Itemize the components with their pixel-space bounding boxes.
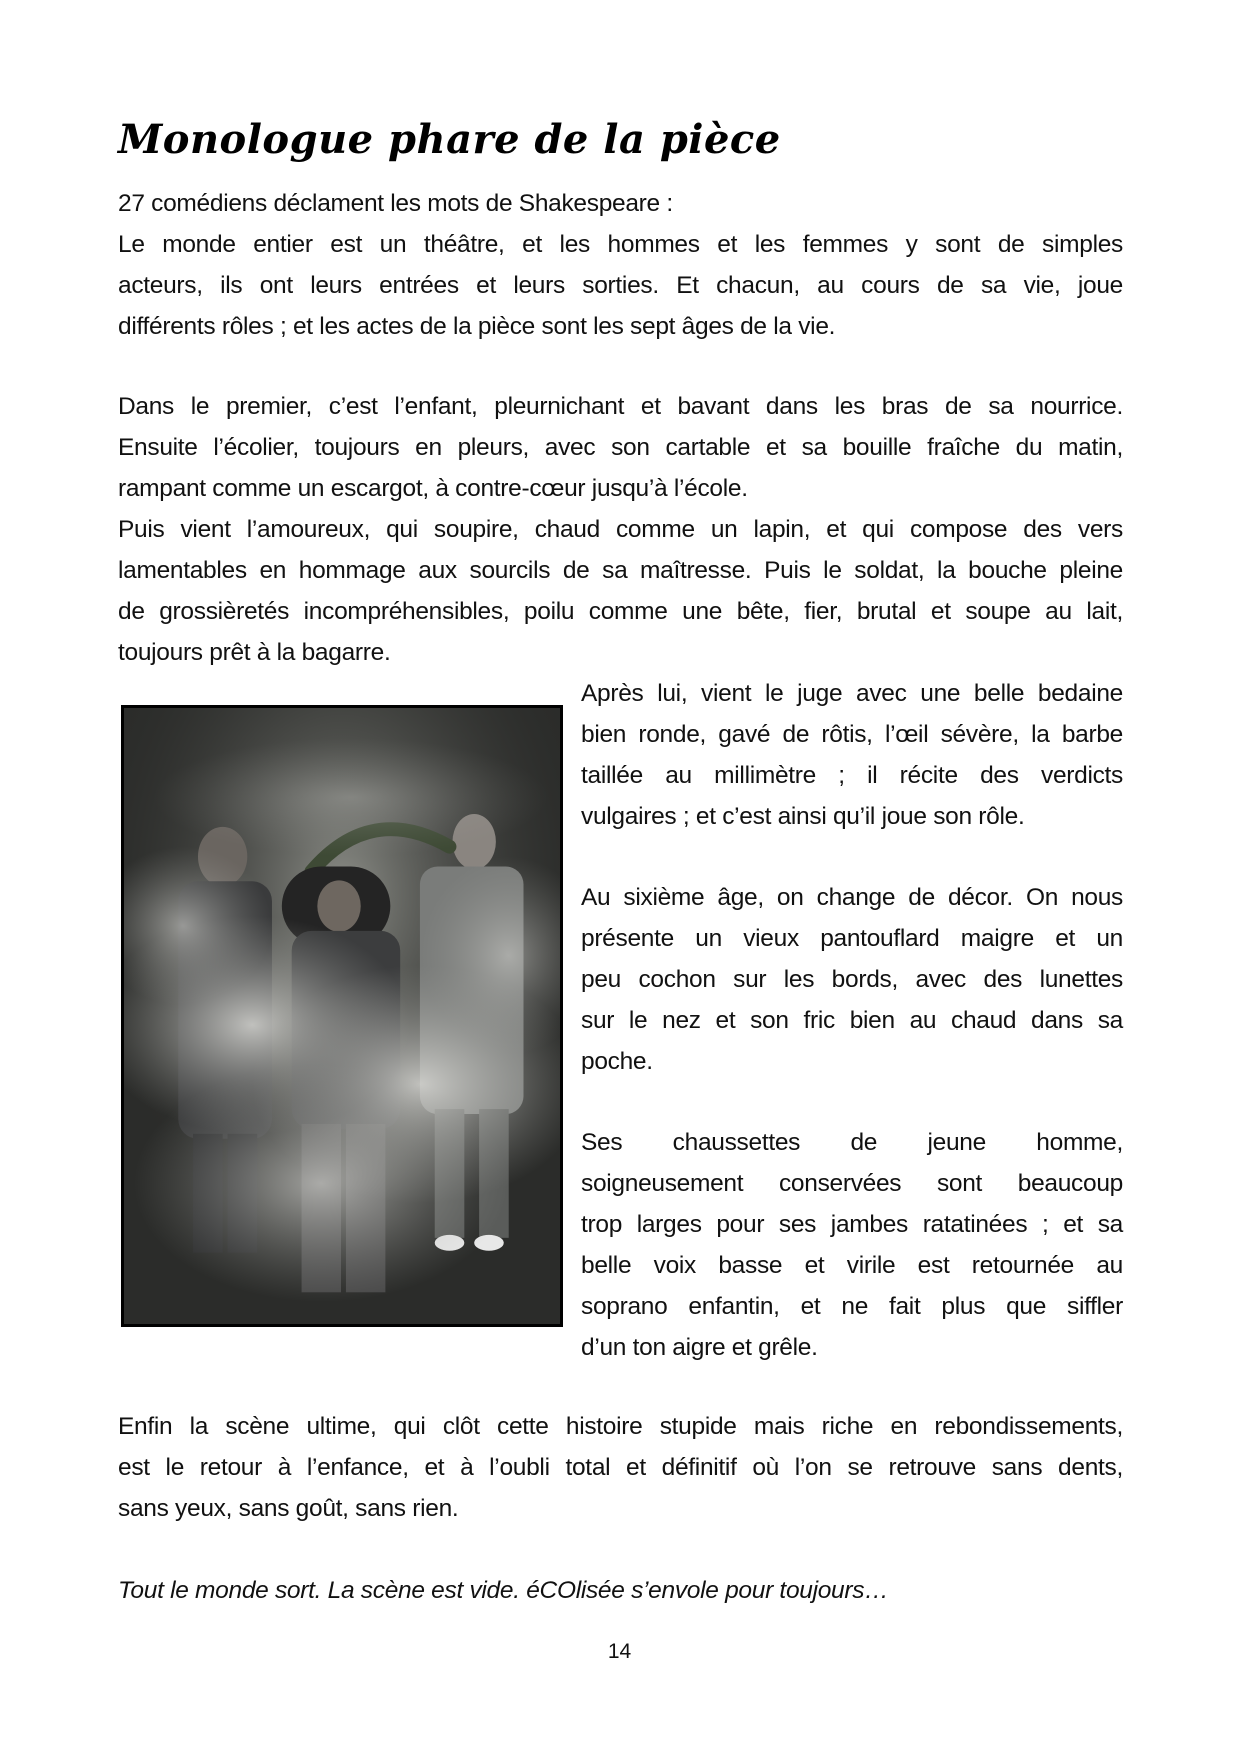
column-paragraph-sixth-age: Au sixième âge, on change de décor. On nous présente un vieux pantouflard maigre et un peu cochon sur les bords, avec des lunettes sur le nez et son fric bien au chaud dans sa poche. bbox=[581, 884, 1123, 1075]
paragraph-final-scene: Enfin la scène ultime, qui clôt cette histoire stupide mais riche en rebondissements, est le retour à l’enfance, et à l’oubli total et définitif où l’on se retrouve sans dents, sans yeux, sans goût, sans rien. bbox=[118, 1413, 1123, 1522]
column-paragraph-socks: Ses chaussettes de jeune homme, soigneusement conservées sont beaucoup trop larges pour ses jambes ratatinées ; et sa belle voix basse et virile est retournée au soprano enfantin, et ne fait plus que siffler d’un ton aigre et grêle. bbox=[581, 1129, 1123, 1361]
column-paragraph-judge: Après lui, vient le juge avec une belle bedaine bien ronde, gavé de rôtis, l’œil sévère, la barbe taillée au millimètre ; il récite des verdicts vulgaires ; et c’est ainsi qu’il joue son rôle. bbox=[581, 680, 1123, 830]
paragraph-child-schoolboy: Dans le premier, c’est l’enfant, pleurnichant et bavant dans les bras de sa nourrice. Ensuite l’écolier, toujours en pleurs, avec son cartable et sa bouille fraîche du matin, rampant comme un escargot, à contre-cœur jusqu’à l’école. bbox=[118, 393, 1123, 502]
intro-text: 27 comédiens déclament les mots de Shakespeare : bbox=[118, 190, 673, 217]
stage-photo bbox=[121, 705, 563, 1327]
page-number: 14 bbox=[607, 1640, 632, 1663]
paragraph-lover-soldier: Puis vient l’amoureux, qui soupire, chaud comme un lapin, et qui compose des vers lamentables en hommage aux sourcils de sa maîtresse. Puis le soldat, la bouche pleine de grossièretés incompréhensibles, poilu comme une bête, fier, brutal et soupe au lait, toujours prêt à la bagarre. bbox=[118, 516, 1123, 666]
stage-photo-illustration bbox=[124, 708, 560, 1324]
page-title: Monologue phare de la pièce bbox=[118, 116, 781, 163]
closing-stage-direction: Tout le monde sort. La scène est vide. éCOlisée s’envole pour toujours… bbox=[118, 1577, 889, 1604]
paragraph-world-stage: Le monde entier est un théâtre, et les hommes et les femmes y sont de simples acteurs, ils ont leurs entrées et leurs sorties. Et chacun, au cours de sa vie, joue différents rôles ; et les actes de la pièce sont les sept âges de la vie. bbox=[118, 231, 1123, 340]
